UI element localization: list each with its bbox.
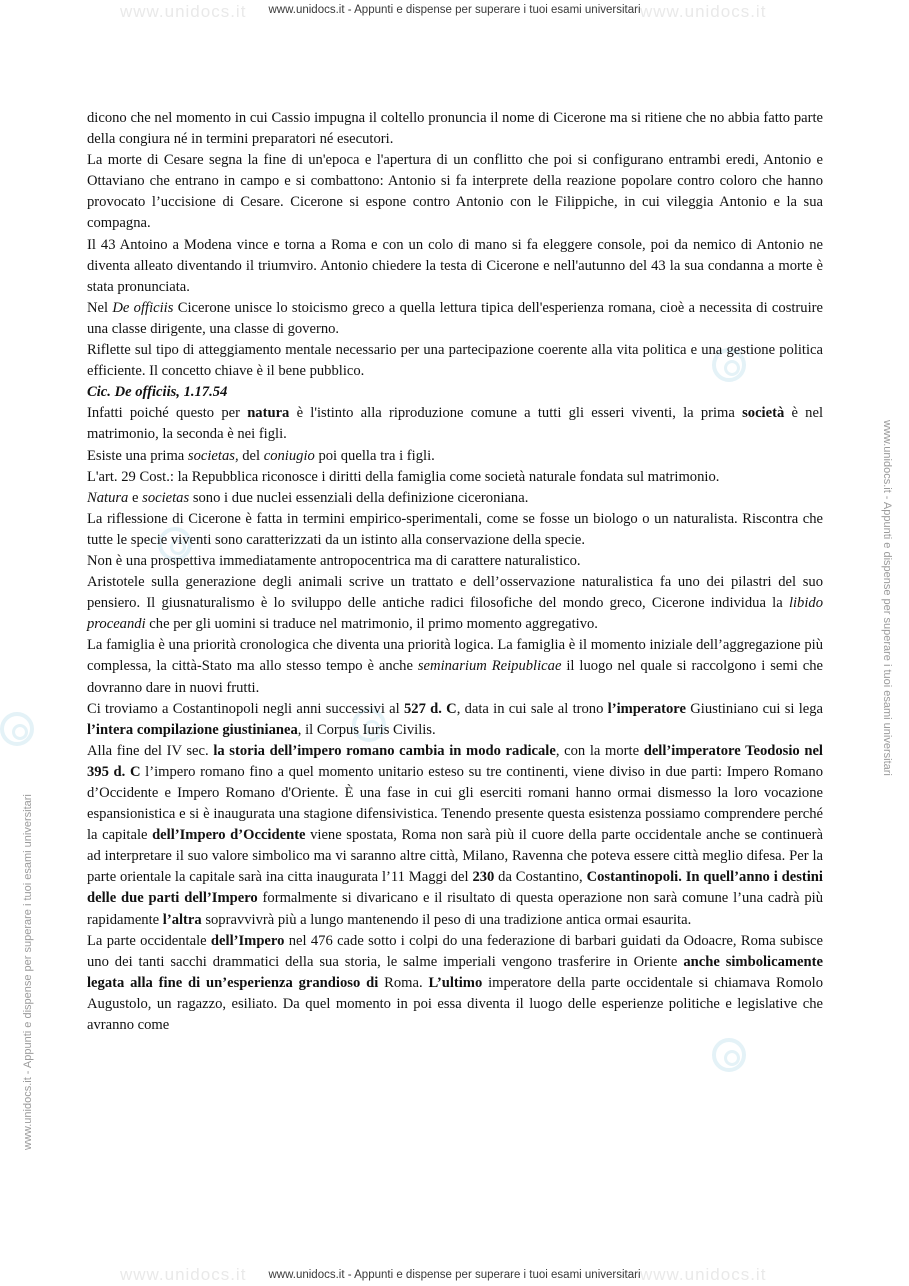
- text-run: dell’Impero: [210, 932, 285, 949]
- paragraph: [87, 150, 823, 234]
- text-run: l’impero romano fino a quel momento unitario esteso su tre continenti, viene diviso in due parti: Impero Romano d’Occidente e Impero Romano d'Oriente. È una fase in cui gli eserciti romani hanno ormai dismesso la loro vocazione espansionistica e si è inaugurata una stagione difensivistica. Tenendo presente questa esistenza possiamo comprendere perché la capitale: [87, 763, 823, 844]
- text-run: Nel: [87, 299, 113, 316]
- text-run: Aristotele sulla generazione degli animali scrive un trattato e dell’osservazione naturalistica fa uno dei pilastri del suo pensiero. Il giusnaturalismo è lo sviluppo delle antiche radici filosofiche del mondo greco, Cicerone individua la: [87, 574, 823, 612]
- text-run: 230: [472, 869, 495, 886]
- left-side-watermark: www.unidocs.it - Appunti e dispense per superare i tuoi esami universitari: [22, 794, 34, 1150]
- text-run: L’ultimo: [428, 974, 483, 991]
- text-run: dell’imperatore Teodosio nel 395 d. C: [87, 742, 823, 780]
- text-run: da Costantino,: [494, 869, 587, 886]
- text-run: poi quella tra i figli.: [314, 447, 435, 464]
- paragraph: [87, 741, 823, 931]
- text-run: 527 d. C: [403, 700, 457, 717]
- text-run: dicono che nel momento in cui Cassio impugna il coltello pronuncia il nome di Cicerone ma si ritiene che no abbia fatto parte della congiura né in termini preparatori né esecutori.: [87, 110, 823, 148]
- text-run: Roma.: [378, 974, 429, 991]
- text-run: , il Corpus Iuris Civilis.: [297, 721, 436, 738]
- right-side-watermark: www.unidocs.it - Appunti e dispense per superare i tuoi esami universitari: [881, 420, 893, 776]
- paragraph: [87, 340, 823, 382]
- text-run: , data in cui sale al trono: [456, 700, 608, 717]
- text-run: il luogo nel quale si raccolgono i semi che dovranno dare in nuovi frutti.: [87, 658, 823, 696]
- logo-watermark-icon: [0, 712, 34, 746]
- text-run: la storia dell’impero romano cambia in modo radicale: [213, 742, 556, 759]
- text-run: Il 43 Antoino a Modena vince e torna a Roma e con un colo di mano si fa eleggere console, poi da nemico di Antonio ne diventa alleato diventando il triumviro. Antonio chiedere la testa di Cicerone e nell'autunno del 43 la sua condanna a morte è stata pronunciata.: [87, 236, 823, 295]
- text-run: Alla fine del IV sec.: [87, 742, 214, 759]
- text-run: e: [128, 489, 143, 506]
- text-run: l’altra: [162, 911, 202, 928]
- text-run: Costantinopoli. In quell’anno i destini delle due parti dell’Impero: [87, 869, 823, 907]
- text-run: l’imperatore: [607, 700, 686, 717]
- paragraph: [87, 108, 823, 150]
- paragraph: [87, 509, 823, 551]
- paragraph: [87, 403, 823, 445]
- logo-watermark-icon: [712, 1038, 746, 1072]
- document-body: [87, 108, 823, 1036]
- text-run: La famiglia è una priorità cronologica che diventa una priorità logica. La famiglia è il momento iniziale dell’aggregazione più complessa, la città-Stato ma allo stesso tempo è anche: [87, 637, 823, 675]
- text-run: seminarium Reipublicae: [417, 658, 562, 675]
- text-run: societas: [142, 489, 190, 506]
- text-run: La morte di Cesare segna la fine di un'epoca e l'apertura di un conflitto che poi si configurano entrambi eredi, Antonio e Ottaviano che entrano in campo e si combattono: Antonio si fa interprete della reazione popolare contro coloro che hanno provocato l’uccisione di Cesare. Cicerone si espone contro Antonio con le Filippiche, in cui vileggia Antonio e la sua compagna.: [87, 152, 823, 232]
- text-run: anche simbolicamente legata alla fine di un’esperienza grandioso di: [87, 953, 823, 991]
- ghost-watermark-top-left: www.unidocs.it: [120, 2, 247, 21]
- ghost-watermark-bottom-right: www.unidocs.it: [640, 1265, 767, 1284]
- paragraph: [87, 382, 823, 403]
- text-run: societas: [187, 447, 235, 464]
- text-run: La riflessione di Cicerone è fatta in termini empirico-sperimentali, come se fosse un biologo o un naturalista. Riscontra che tutte le specie viventi sono caratterizzati da un istinto alla conservazione della specie.: [87, 510, 823, 548]
- text-run: Infatti poiché questo per: [87, 405, 248, 422]
- header-watermark: www.unidocs.it - Appunti e dispense per superare i tuoi esami universitari: [268, 4, 641, 16]
- text-run: Non è una prospettiva immediatamente antropocentrica ma di carattere naturalistico.: [87, 552, 581, 569]
- paragraph: [87, 551, 823, 572]
- text-run: sopravvivrà più a lungo mantenendo il peso di una tradizione antica ormai esaurita.: [201, 911, 692, 928]
- text-run: l’intera compilazione giustinianea: [87, 721, 298, 738]
- text-run: natura: [247, 405, 290, 422]
- text-run: è l'istinto alla riproduzione comune a tutti gli esseri viventi, la prima: [289, 405, 743, 422]
- text-run: Esiste una prima: [87, 447, 188, 464]
- paragraph: [87, 572, 823, 635]
- ghost-watermark-bottom-left: www.unidocs.it: [120, 1265, 247, 1284]
- text-run: Giustiniano cui si lega: [686, 700, 823, 717]
- text-run: La parte occidentale: [87, 932, 211, 949]
- text-run: che per gli uomini si traduce nel matrimonio, il primo momento aggregativo.: [145, 616, 598, 633]
- text-run: formalmente si divaricano e il risultato di questa operazione non sarà comune l’una cadrà più rapidamente: [87, 890, 823, 928]
- text-run: Natura: [87, 489, 129, 506]
- text-run: L'art. 29 Cost.: la Repubblica riconosce i diritti della famiglia come società naturale fondata sul matrimonio.: [87, 468, 720, 485]
- paragraph: [87, 235, 823, 298]
- text-run: viene spostata, Roma non sarà più il cuore della parte occidentale anche se continuerà ad interpretare il suo valore simbolico ma vi saranno altre città, Milano, Ravenna che poteva essere città meglio difesa. Per la parte orientale la capitale sarà ina citta inaugurata l’11 Maggi del: [87, 827, 823, 886]
- text-run: nel 476 cade sotto i colpi do una federazione di barbari guidati da Odoacre, Roma subisce uno dei tanti sacchi drammatici della sua storia, le salme imperiali vengono trasferire in Oriente: [87, 932, 823, 970]
- text-run: Cic. De officiis, 1.17.54: [87, 384, 228, 401]
- paragraph: [87, 635, 823, 698]
- text-run: Ci troviamo a Costantinopoli negli anni successivi al: [87, 700, 404, 717]
- footer-watermark: www.unidocs.it - Appunti e dispense per superare i tuoi esami universitari: [268, 1269, 641, 1281]
- text-run: , del: [234, 447, 264, 464]
- text-run: De officiis: [112, 299, 174, 316]
- paragraph: [87, 699, 823, 741]
- paragraph: [87, 446, 823, 467]
- text-run: Riflette sul tipo di atteggiamento mentale necessario per una partecipazione coerente alla vita politica e una gestione politica efficiente. Il concetto chiave è il bene pubblico.: [87, 342, 823, 380]
- paragraph: [87, 298, 823, 340]
- text-run: , con la morte: [555, 742, 644, 759]
- text-run: è nel matrimonio, la seconda è nei figli.: [87, 405, 823, 443]
- paragraph: [87, 467, 823, 488]
- paragraph: [87, 931, 823, 1036]
- text-run: Cicerone unisce lo stoicismo greco a quella lettura tipica dell'esperienza romana, cioè a necessita di costruire una classe dirigente, una classe di governo.: [87, 299, 823, 337]
- text-run: dell’Impero d’Occidente: [152, 827, 306, 844]
- text-run: società: [742, 405, 785, 422]
- text-run: sono i due nuclei essenziali della definizione ciceroniana.: [189, 489, 529, 506]
- text-run: coniugio: [263, 447, 315, 464]
- paragraph: [87, 488, 823, 509]
- ghost-watermark-top-right: www.unidocs.it: [640, 2, 767, 21]
- text-run: imperatore della parte occidentale si chiamava Romolo Augustolo, un ragazzo, esiliato. Da quel momento in poi essa diventa il luogo delle esperienze politiche e legislative che avranno come: [87, 974, 824, 1034]
- text-run: libido proceandi: [87, 595, 823, 633]
